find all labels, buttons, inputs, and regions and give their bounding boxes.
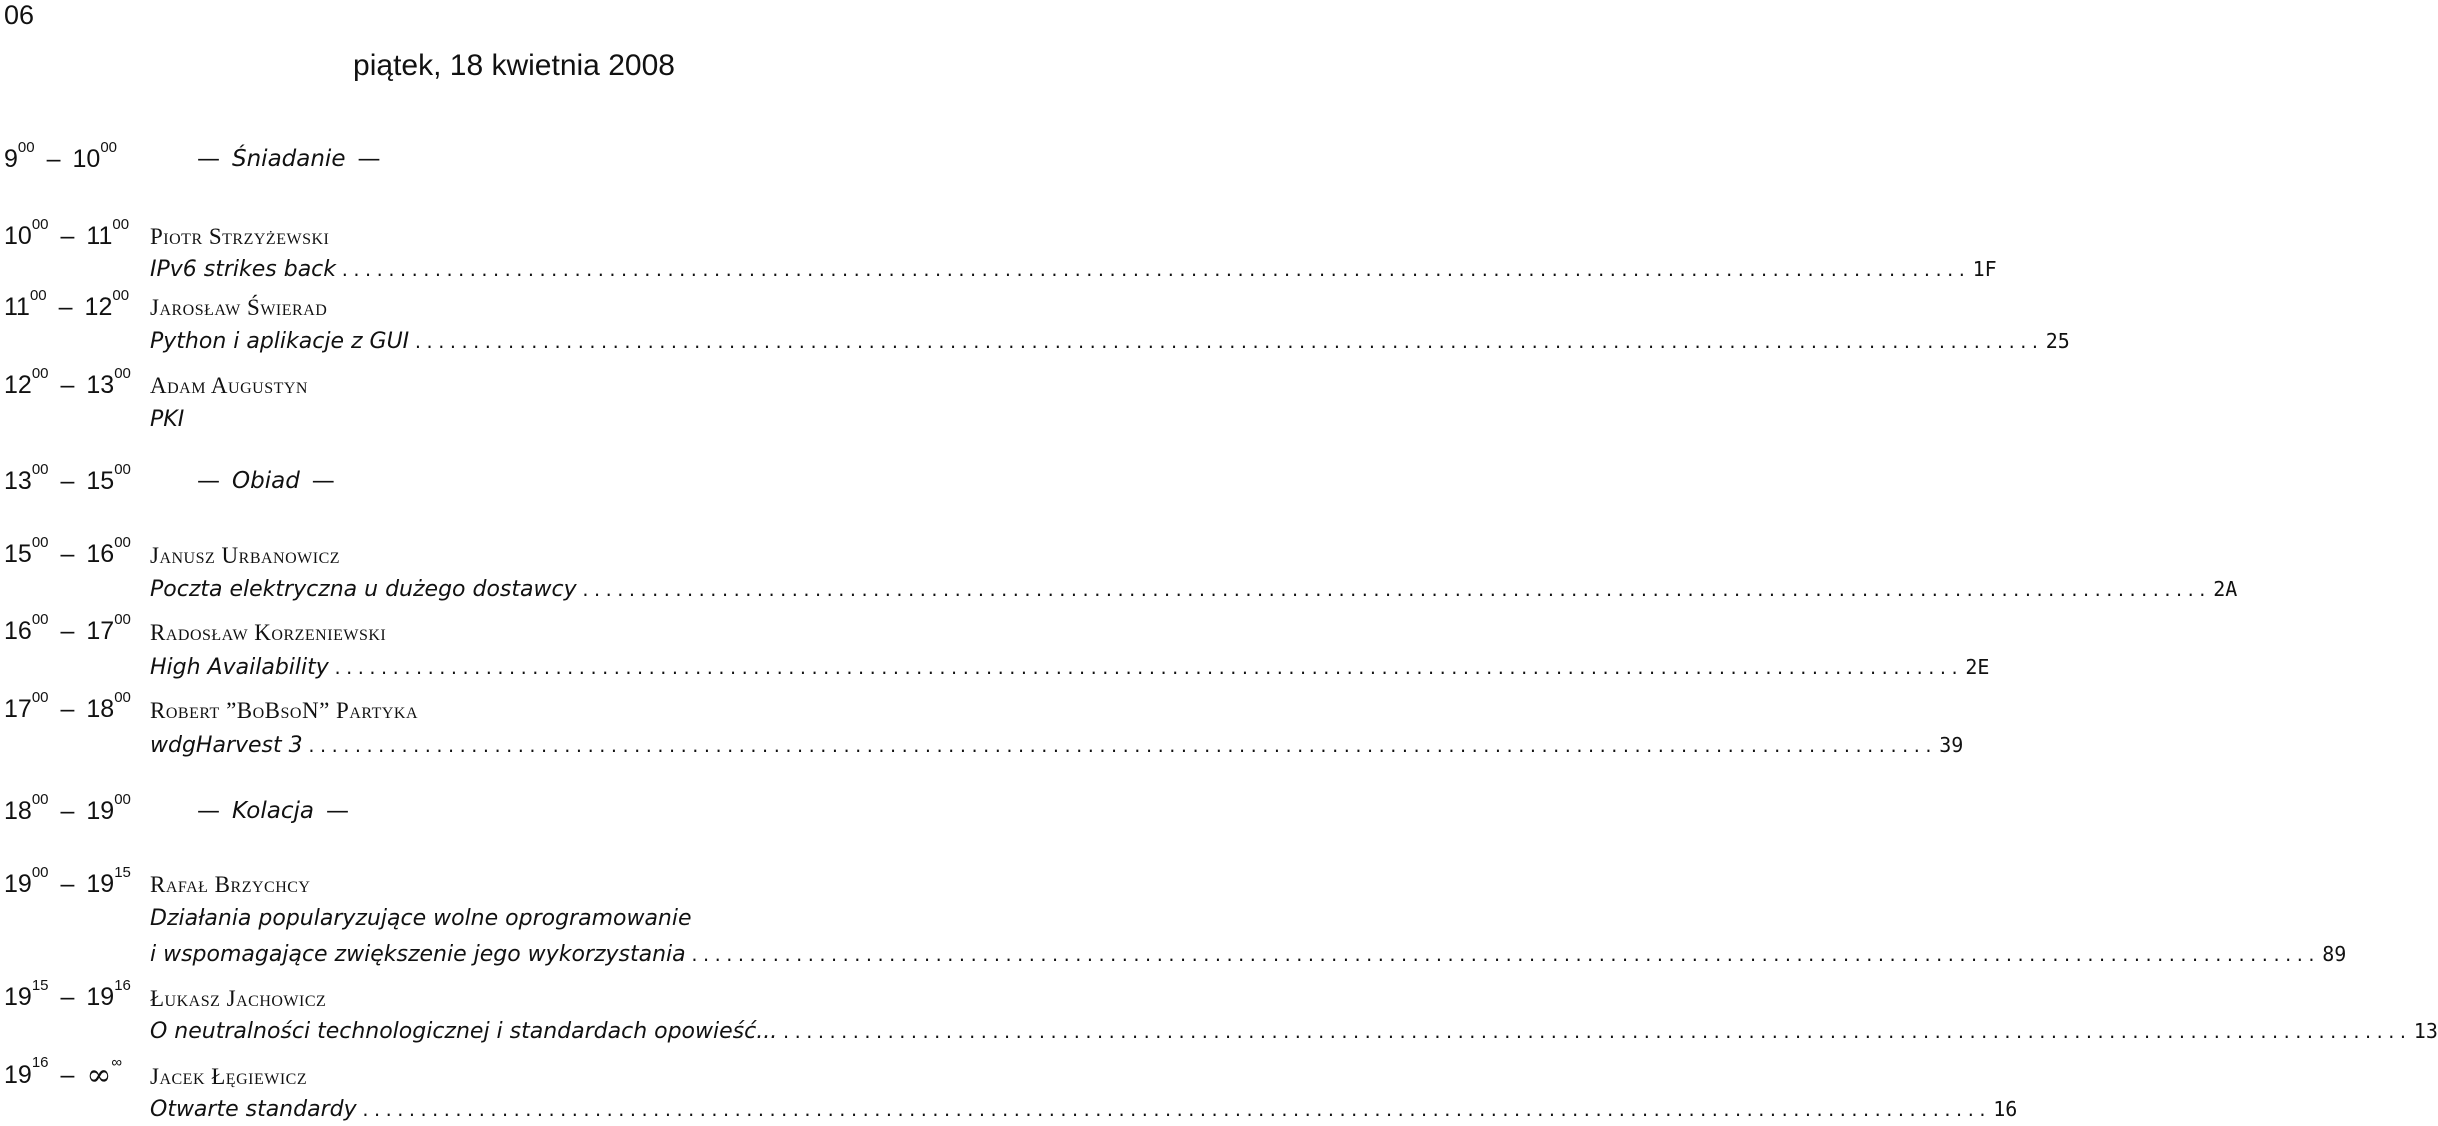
time-range-talk: $12^{00} - 13^{00}$ [4, 365, 131, 399]
dot-leader: ............................................................................................................................................ [360, 1101, 1990, 1120]
time-range-talk: $10^{00} - 11^{00}$ [4, 216, 130, 250]
page-ref: 2E [1965, 655, 1990, 679]
time-range-talk: $17^{00} - 18^{00}$ [4, 689, 131, 723]
speaker-name: Łukasz Jachowicz [150, 986, 327, 1011]
talk-entry [150, 254, 1997, 286]
dot-leader: ............................................................................................................................................ [332, 659, 1962, 678]
time-range-lunch: $13^{00} - 15^{00}$ [4, 461, 131, 495]
talk-title: Poczta elektryczna u dużego dostawcy [150, 577, 577, 602]
speaker-name: Radosław Korzeniewski [150, 620, 387, 645]
page-number: 06 [4, 0, 35, 30]
dot-leader: ............................................................................................................................................ [781, 1023, 2410, 1042]
talk-entry [150, 652, 1990, 684]
talk-title: i wspomagające zwiększenie jego wykorzystania [150, 942, 686, 967]
dot-leader: ............................................................................................................................................ [580, 581, 2210, 600]
talk-entry [150, 1016, 2438, 1048]
time-range-talk: $16^{00} - 17^{00}$ [4, 611, 131, 645]
dot-leader: ............................................................................................................................................ [689, 946, 2319, 965]
talk-entry [150, 326, 2070, 358]
speaker-name: Rafał Brzychcy [150, 872, 311, 897]
time-range-talk: $15^{00} - 16^{00}$ [4, 534, 131, 568]
speaker-name: Adam Augustyn [150, 373, 308, 398]
dot-leader: ............................................................................................................................................ [306, 737, 1936, 756]
talk-title: O neutralności technologicznej i standardach opowieść... [150, 1019, 778, 1044]
talk-title: PKI [150, 407, 185, 432]
talk-entry [150, 730, 1964, 762]
time-range-talk: $19^{16} - \infty^\infty$ [4, 1054, 123, 1093]
talk-title-line: Działania popularyzujące wolne oprogramowanie [150, 906, 692, 931]
break-dinner: — Kolacja — [197, 798, 349, 824]
speaker-name: Robert ”BoBsoN” Partyka [150, 698, 419, 723]
speaker-name: Jacek Łęgiewicz [150, 1064, 308, 1089]
day-title: piątek, 18 kwietnia 2008 [353, 49, 675, 82]
time-range-talk: $19^{15} - 19^{16}$ [4, 977, 131, 1011]
time-range-talk: $19^{00} - 19^{15}$ [4, 864, 131, 898]
time-range-dinner: $18^{00} - 19^{00}$ [4, 791, 131, 825]
dot-leader: ............................................................................................................................................ [413, 333, 2042, 352]
talk-title: Python i aplikacje z GUI [150, 329, 410, 354]
talk-entry [150, 939, 2347, 971]
page-ref: 13 [2413, 1019, 2438, 1043]
time-range-breakfast: $9^{00} - 10^{00}$ [4, 139, 117, 173]
page-ref: 89 [2322, 942, 2347, 966]
page-ref: 25 [2045, 329, 2070, 353]
talk-title: High Availability [150, 655, 329, 680]
break-lunch: — Obiad — [197, 468, 335, 494]
speaker-name: Jarosław Świerad [150, 295, 328, 320]
page-ref: 39 [1939, 733, 1964, 757]
speaker-name: Piotr Strzyżewski [150, 224, 330, 249]
dot-leader: ............................................................................................................................................ [340, 261, 1969, 280]
talk-entry [150, 574, 2238, 606]
time-range-talk: $11^{00} - 12^{00}$ [4, 287, 130, 321]
speaker-name: Janusz Urbanowicz [150, 543, 341, 568]
page-ref: 2A [2213, 577, 2238, 601]
talk-title: wdgHarvest 3 [150, 733, 303, 758]
talk-title: Otwarte standardy [150, 1097, 357, 1122]
talk-title: IPv6 strikes back [150, 257, 337, 282]
page-ref: 16 [1993, 1097, 2018, 1121]
page-ref: 1F [1972, 257, 1997, 281]
talk-entry [150, 1094, 2018, 1126]
break-breakfast: — Śniadanie — [197, 146, 381, 172]
